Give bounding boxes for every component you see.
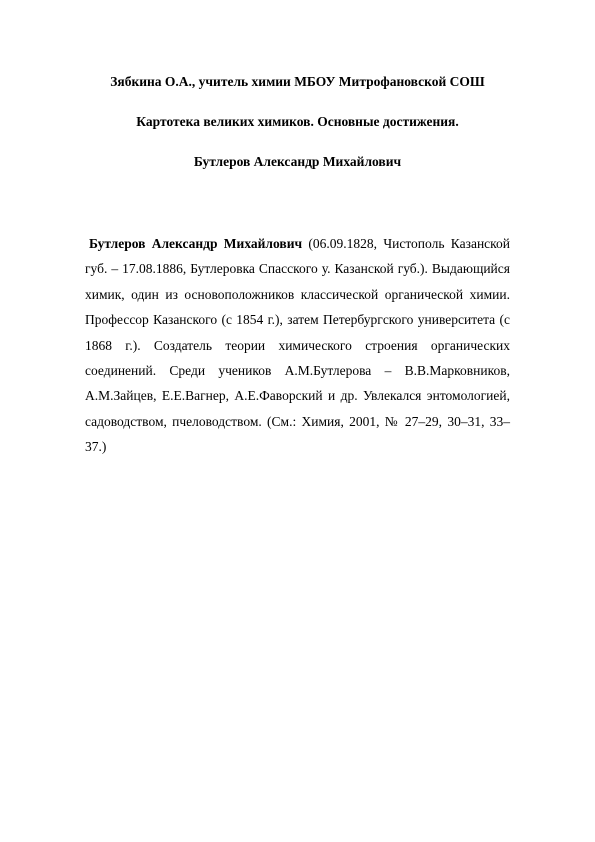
collection-title: Картотека великих химиков. Основные достижения.: [136, 114, 459, 129]
biography-block: [85, 231, 510, 460]
biography-text: (06.09.1828, Чистополь Казанской губ. – 17.08.1886, Бутлеровка Спасского у. Казанской губ.). Выдающийся химик, один из основоположников классической органической химии. Профессор Казанского (с 1854 г.), затем Петербургского университета (с 1868 г.). Создатель теории химического строения органических соединений. Среди учеников А.М.Бутлерова – В.В.Марковников, А.М.Зайцев, Е.Е.Вагнер, А.Е.Фаворский и др. Увлекался энтомологией, садоводством, пчеловодством. (См.: Химия, 2001, № 27–29, 30–31, 33–37.): [85, 236, 511, 455]
scientist-name-heading: Бутлеров Александр Михайлович: [193, 154, 402, 169]
biography-paragraph: [85, 231, 510, 460]
author-line: Зябкина О.А., учитель химии МБОУ Митрофановской СОШ: [110, 74, 485, 89]
biography-name: Бутлеров Александр Михайлович: [89, 236, 303, 251]
